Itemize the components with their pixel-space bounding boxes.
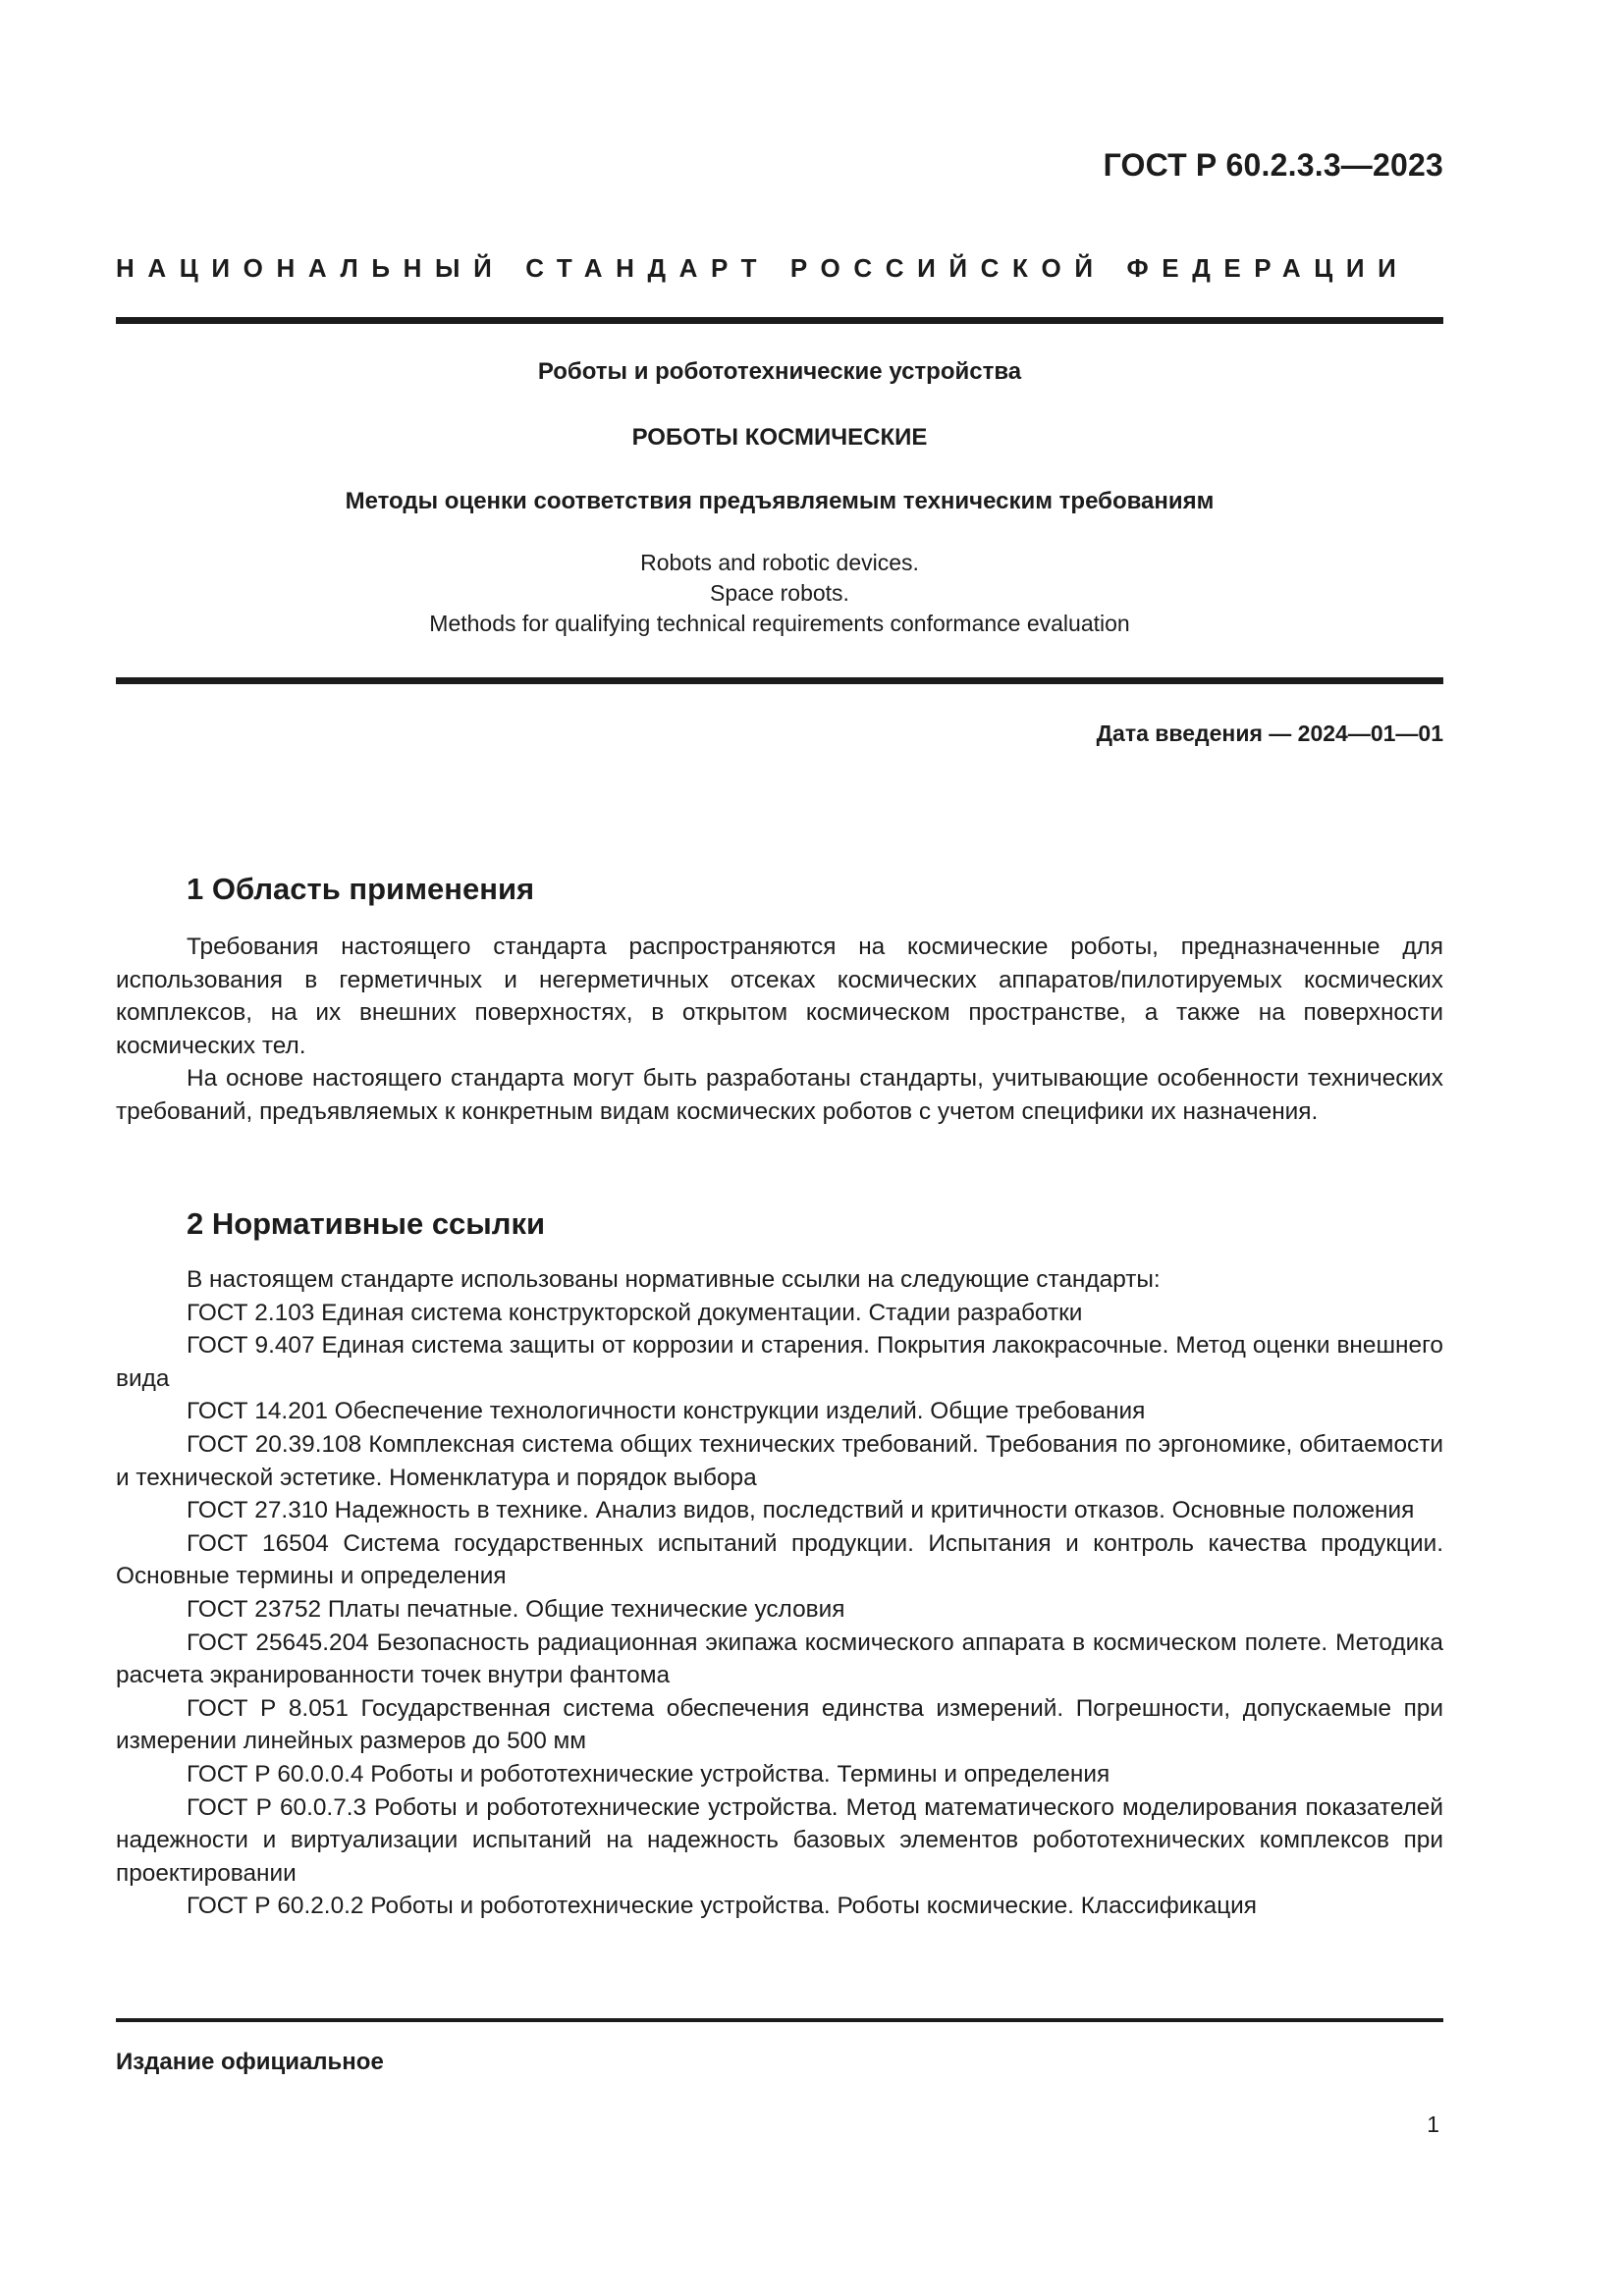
section-1-body bbox=[116, 931, 1443, 1129]
paragraph: Требования настоящего стандарта распространяются на космические роботы, предназначенные для использования в герметичных и негерметичных отсеках космических аппаратов/пилотируемых космических комплексов, на их внешних поверхностях, в открытом космическом пространстве, а также на поверхности космических тел. bbox=[116, 934, 1443, 1059]
page-number: 1 bbox=[1427, 2111, 1439, 2137]
national-standard-banner: НАЦИОНАЛЬНЫЙ СТАНДАРТ РОССИЙСКОЙ ФЕДЕРАЦИИ bbox=[116, 253, 1410, 283]
title-divider bbox=[116, 677, 1443, 684]
reference-item: ГОСТ 23752 Платы печатные. Общие технические условия bbox=[187, 1595, 845, 1623]
reference-item: ГОСТ Р 60.2.0.2 Роботы и робототехнические устройства. Роботы космические. Классификация bbox=[187, 1893, 1257, 1920]
footer-divider bbox=[116, 2018, 1443, 2022]
paragraph: На основе настоящего стандарта могут быть разработаны стандарты, учитывающие особенности технических требований, предъявляемых к конкретным видам космических роботов с учетом специфики их назначения. bbox=[116, 1065, 1443, 1125]
reference-item: ГОСТ Р 60.0.0.4 Роботы и робототехнические устройства. Термины и определения bbox=[187, 1760, 1110, 1788]
introduction-date: Дата введения — 2024—01—01 bbox=[1096, 721, 1443, 746]
english-title-line: Robots and robotic devices. bbox=[640, 550, 919, 575]
reference-item: ГОСТ 9.407 Единая система защиты от коррозии и старения. Покрытия лакокрасочные. Метод оценки внешнего вида bbox=[116, 1332, 1443, 1392]
edition-label: Издание официальное bbox=[116, 2049, 384, 2075]
reference-item: ГОСТ 20.39.108 Комплексная система общих технических требований. Требования по эргономике, обитаемости и технической эстетике. Номенклатура и порядок выбора bbox=[116, 1430, 1443, 1491]
reference-item: ГОСТ 25645.204 Безопасность радиационная экипажа космического аппарата в космическом полете. Методика расчета экранированности точек внутри фантома bbox=[116, 1629, 1443, 1689]
english-title bbox=[116, 548, 1443, 639]
document-page bbox=[116, 0, 1443, 2296]
reference-item: ГОСТ 27.310 Надежность в технике. Анализ видов, последствий и критичности отказов. Основные положения bbox=[187, 1497, 1415, 1524]
reference-item: ГОСТ 2.103 Единая система конструкторской документации. Стадии разработки bbox=[187, 1299, 1083, 1326]
reference-item: ГОСТ 16504 Система государственных испытаний продукции. Испытания и контроль качества продукции. Основные термины и определения bbox=[116, 1529, 1443, 1590]
english-title-line: Space robots. bbox=[710, 580, 849, 606]
section-2-heading: 2 Нормативные ссылки bbox=[187, 1206, 546, 1241]
reference-item: ГОСТ Р 60.0.7.3 Роботы и робототехнические устройства. Метод математического моделирования показателей надежности и виртуализации испытаний на надежность базовых элементов робототехнических комплексов при проектировании bbox=[116, 1793, 1443, 1887]
top-divider bbox=[116, 317, 1443, 324]
reference-item: ГОСТ Р 8.051 Государственная система обеспечения единства измерений. Погрешности, допускаемые при измерении линейных размеров до 500 мм bbox=[116, 1694, 1443, 1755]
english-title-line: Methods for qualifying technical requirements conformance evaluation bbox=[429, 611, 1130, 636]
section-2-body bbox=[116, 1263, 1443, 1923]
paragraph: В настоящем стандарте использованы нормативные ссылки на следующие стандарты: bbox=[187, 1266, 1161, 1293]
reference-item: ГОСТ 14.201 Обеспечение технологичности конструкции изделий. Общие требования bbox=[187, 1398, 1146, 1425]
document-number: ГОСТ Р 60.2.3.3—2023 bbox=[1103, 147, 1443, 183]
standard-subject: Роботы и робототехнические устройства bbox=[537, 358, 1022, 385]
section-1-heading: 1 Область применения bbox=[187, 872, 535, 906]
standard-subtitle: Методы оценки соответствия предъявляемым техническим требованиям bbox=[345, 488, 1215, 514]
standard-name: РОБОТЫ КОСМИЧЕСКИЕ bbox=[631, 424, 928, 451]
